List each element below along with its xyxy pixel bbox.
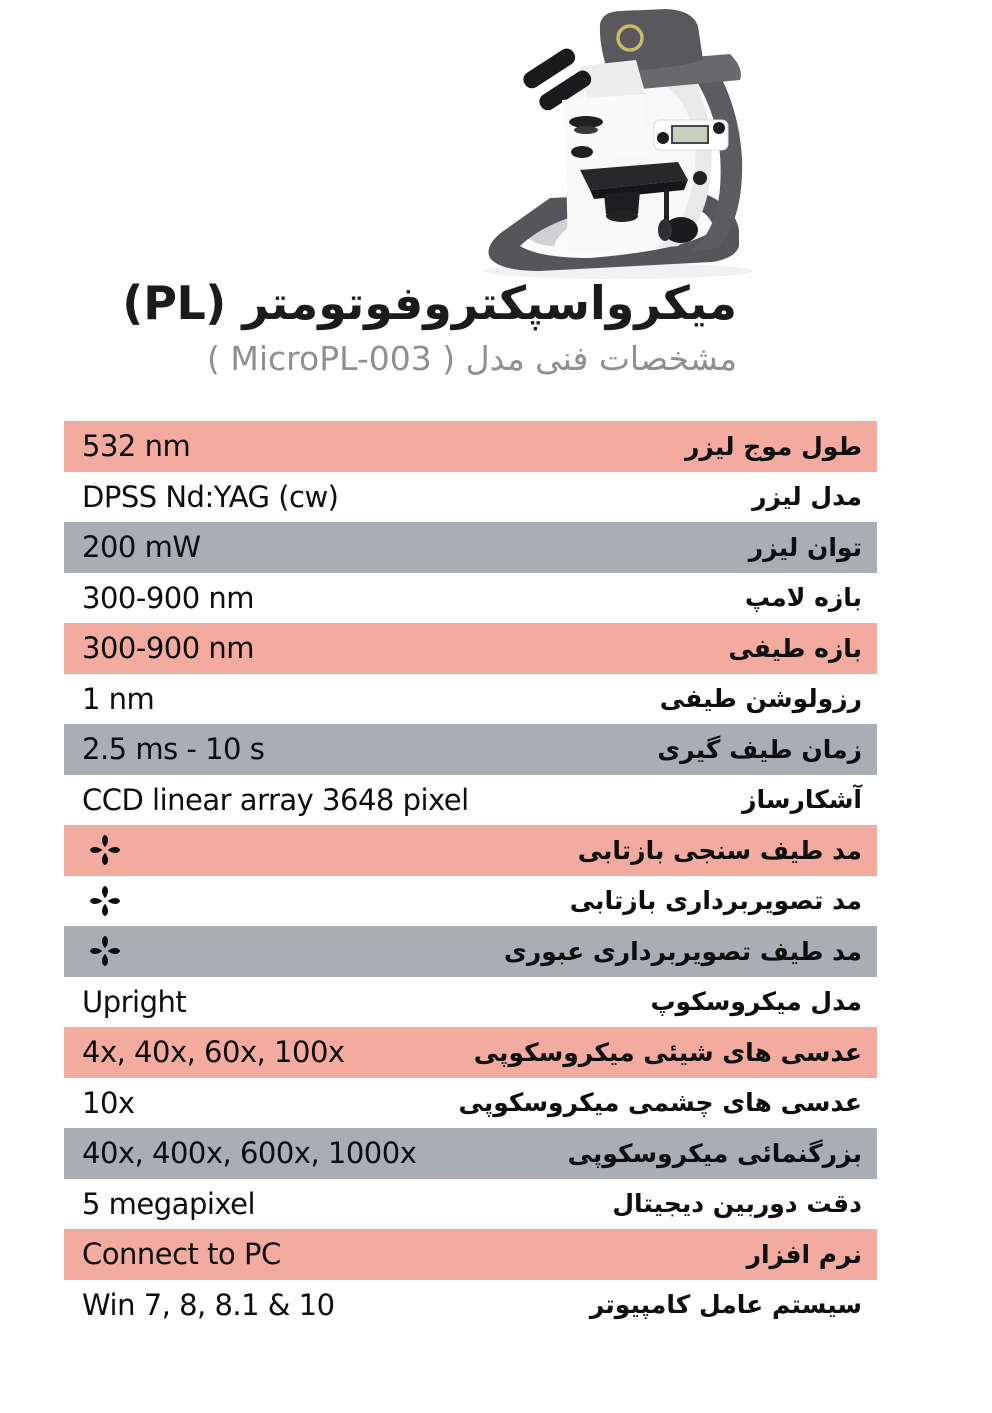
spec-label: رزولوشن طیفی	[659, 684, 862, 714]
spec-value-cell	[64, 1035, 345, 1069]
spec-value-cell	[64, 682, 154, 716]
microscope-product-image	[468, 8, 768, 283]
spec-row	[64, 1027, 877, 1078]
spec-label: توان لیزر	[748, 532, 862, 562]
spec-row	[64, 977, 877, 1028]
spec-table	[64, 421, 877, 1330]
four-petal-asterisk-icon	[88, 884, 122, 918]
spec-value-cell	[64, 581, 254, 615]
spec-row	[64, 1280, 877, 1331]
spec-label: بزرگنمائی میکروسکوپی	[567, 1138, 862, 1168]
four-petal-asterisk-icon	[88, 833, 122, 867]
spec-row	[64, 876, 877, 927]
display-screen	[672, 126, 708, 143]
spec-value-cell	[64, 429, 190, 463]
spec-value: DPSS Nd:YAG (cw)	[82, 479, 339, 514]
spec-value: 300-900 nm	[82, 631, 255, 666]
spec-label: مد طیف سنجی بازتابی	[577, 835, 862, 865]
spec-label: دقت دوربین دیجیتال	[612, 1189, 862, 1219]
page-subtitle: مشخصات فنی مدل ( MicroPL-003 )	[207, 339, 737, 379]
spec-row	[64, 674, 877, 725]
spec-label: زمان طیف گیری	[657, 734, 862, 764]
spec-value-cell	[64, 1288, 335, 1322]
spec-row	[64, 825, 877, 876]
spec-value-cell	[64, 732, 264, 766]
spec-value-cell	[64, 985, 186, 1019]
spec-label: عدسی های شیئی میکروسکوپی	[473, 1037, 862, 1067]
spec-value: 4x, 40x, 60x, 100x	[82, 1035, 345, 1070]
spec-row	[64, 573, 877, 624]
spec-value-cell	[64, 1187, 255, 1221]
spec-value: 532 nm	[82, 429, 191, 464]
spec-value: 40x, 400x, 600x, 1000x	[82, 1136, 417, 1171]
spec-row	[64, 522, 877, 573]
spec-value-cell	[64, 934, 122, 968]
spec-value-cell	[64, 833, 122, 867]
spec-value: 1 nm	[82, 681, 155, 716]
spec-label: عدسی های چشمی میکروسکوپی	[458, 1088, 862, 1118]
spec-value: Win 7, 8, 8.1 & 10	[82, 1287, 335, 1322]
spec-value: 2.5 ms - 10 s	[82, 732, 265, 767]
header	[0, 276, 737, 379]
spec-value-cell	[64, 1086, 135, 1120]
spec-value: 10x	[82, 1085, 135, 1120]
spec-label: بازه طیفی	[728, 633, 862, 663]
spec-label: سیستم عامل کامپیوتر	[589, 1290, 862, 1320]
spec-value: Connect to PC	[82, 1237, 281, 1272]
spec-value: 300-900 nm	[82, 580, 255, 615]
spec-value: Upright	[82, 984, 187, 1019]
spec-row	[64, 623, 877, 674]
spec-row	[64, 1179, 877, 1230]
spec-label: نرم افزار	[746, 1239, 862, 1269]
spec-value-cell	[64, 480, 339, 514]
spec-row	[64, 1128, 877, 1179]
spec-label: آشکارساز	[742, 785, 862, 815]
spec-label: بازه لامپ	[744, 583, 862, 613]
spec-value-cell	[64, 884, 122, 918]
spec-value-cell	[64, 530, 201, 564]
spec-row	[64, 775, 877, 826]
spec-value-cell	[64, 783, 469, 817]
spec-row	[64, 926, 877, 977]
spec-row	[64, 421, 877, 472]
spec-value-cell	[64, 631, 254, 665]
spec-label: مد تصویربرداری بازتابی	[569, 886, 862, 916]
spec-value: 5 megapixel	[82, 1186, 256, 1221]
spec-value: CCD linear array 3648 pixel	[82, 782, 469, 817]
four-petal-asterisk-icon	[88, 934, 122, 968]
spec-value: 200 mW	[82, 530, 201, 565]
spec-label: مدل لیزر	[752, 482, 862, 512]
spec-row	[64, 1078, 877, 1129]
spec-value-cell	[64, 1136, 416, 1170]
spec-label: مدل میکروسکوپ	[650, 987, 862, 1017]
spec-row	[64, 472, 877, 523]
spec-row	[64, 724, 877, 775]
spec-value-cell	[64, 1237, 281, 1271]
spec-row	[64, 1229, 877, 1280]
spec-label: طول موج لیزر	[684, 431, 862, 461]
spec-label: مد طیف تصویربرداری عبوری	[503, 936, 862, 966]
page-title: میکرواسپکتروفوتومتر (PL)	[122, 276, 737, 330]
